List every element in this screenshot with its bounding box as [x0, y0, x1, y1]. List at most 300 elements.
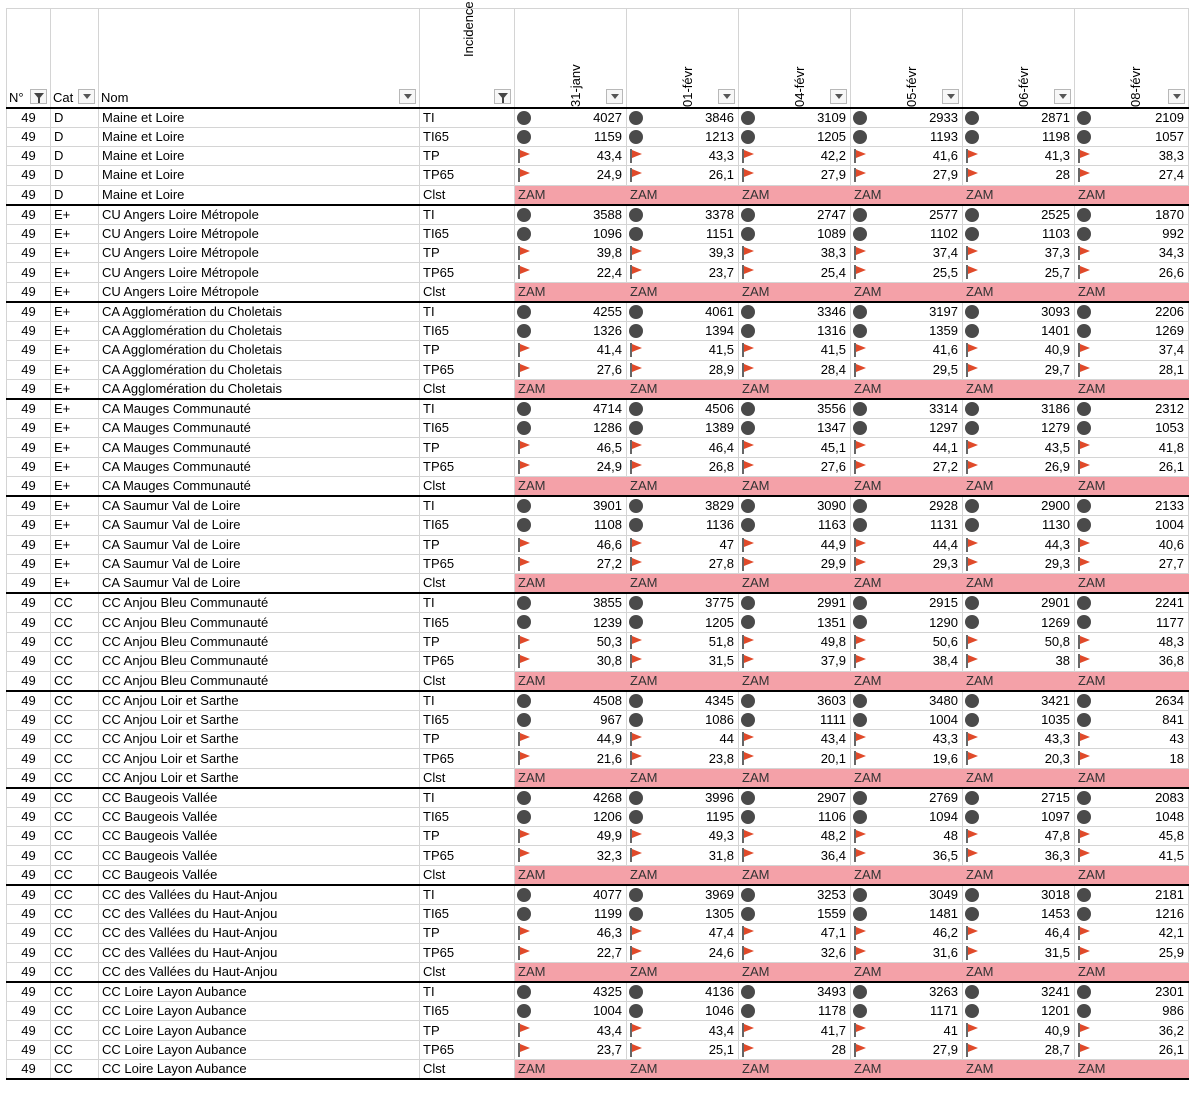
cell-n[interactable]: [7, 632, 51, 651]
cell-value[interactable]: [627, 419, 739, 438]
cell-cat[interactable]: [51, 127, 99, 146]
cell-value[interactable]: [1075, 263, 1189, 282]
cell-incidence[interactable]: [420, 166, 515, 185]
cell-nom[interactable]: [99, 438, 420, 457]
cell-value[interactable]: [739, 904, 851, 923]
cell-incidence[interactable]: [420, 1021, 515, 1040]
cell-n[interactable]: [7, 554, 51, 573]
cell-nom[interactable]: [99, 1002, 420, 1021]
cell-value[interactable]: [739, 982, 851, 1002]
cell-value[interactable]: [739, 419, 851, 438]
cell-cat[interactable]: [51, 593, 99, 613]
cell-clst-value[interactable]: [739, 865, 851, 885]
cell-value[interactable]: [1075, 399, 1189, 419]
cell-value[interactable]: [1075, 943, 1189, 962]
cell-value[interactable]: [739, 652, 851, 671]
cell-nom[interactable]: [99, 885, 420, 905]
cell-incidence[interactable]: [420, 963, 515, 983]
filter-button-n[interactable]: [30, 89, 47, 104]
cell-value[interactable]: [515, 360, 627, 379]
cell-value[interactable]: [627, 613, 739, 632]
cell-value[interactable]: [963, 166, 1075, 185]
cell-n[interactable]: [7, 827, 51, 846]
cell-cat[interactable]: [51, 574, 99, 594]
cell-n[interactable]: [7, 166, 51, 185]
cell-value[interactable]: [963, 1021, 1075, 1040]
cell-nom[interactable]: [99, 827, 420, 846]
cell-value[interactable]: [627, 205, 739, 225]
cell-value[interactable]: [739, 554, 851, 573]
cell-value[interactable]: [739, 807, 851, 826]
cell-nom[interactable]: [99, 1040, 420, 1059]
cell-clst-value[interactable]: [627, 671, 739, 691]
cell-value[interactable]: [851, 652, 963, 671]
cell-value[interactable]: [1075, 146, 1189, 165]
cell-value[interactable]: [627, 244, 739, 263]
cell-value[interactable]: [515, 263, 627, 282]
cell-value[interactable]: [739, 341, 851, 360]
cell-value[interactable]: [627, 438, 739, 457]
cell-cat[interactable]: [51, 360, 99, 379]
cell-value[interactable]: [1075, 652, 1189, 671]
cell-value[interactable]: [851, 710, 963, 729]
cell-nom[interactable]: [99, 982, 420, 1002]
cell-n[interactable]: [7, 321, 51, 340]
cell-cat[interactable]: [51, 691, 99, 711]
cell-clst-value[interactable]: [739, 574, 851, 594]
cell-nom[interactable]: [99, 1060, 420, 1080]
cell-clst-value[interactable]: [1075, 865, 1189, 885]
cell-value[interactable]: [627, 729, 739, 748]
cell-value[interactable]: [739, 1040, 851, 1059]
cell-value[interactable]: [1075, 108, 1189, 128]
cell-value[interactable]: [851, 360, 963, 379]
cell-value[interactable]: [739, 924, 851, 943]
cell-value[interactable]: [627, 302, 739, 322]
cell-value[interactable]: [1075, 1040, 1189, 1059]
filter-button-date-5[interactable]: [1168, 89, 1185, 104]
cell-clst-value[interactable]: [851, 574, 963, 594]
cell-cat[interactable]: [51, 846, 99, 865]
cell-incidence[interactable]: [420, 244, 515, 263]
cell-nom[interactable]: [99, 127, 420, 146]
cell-value[interactable]: [627, 127, 739, 146]
cell-value[interactable]: [739, 360, 851, 379]
cell-n[interactable]: [7, 263, 51, 282]
cell-value[interactable]: [963, 321, 1075, 340]
cell-cat[interactable]: [51, 671, 99, 691]
cell-clst-value[interactable]: [963, 185, 1075, 205]
cell-value[interactable]: [851, 1002, 963, 1021]
cell-value[interactable]: [963, 535, 1075, 554]
cell-value[interactable]: [851, 749, 963, 768]
cell-value[interactable]: [963, 749, 1075, 768]
cell-nom[interactable]: [99, 904, 420, 923]
cell-value[interactable]: [739, 438, 851, 457]
cell-cat[interactable]: [51, 185, 99, 205]
cell-value[interactable]: [515, 613, 627, 632]
cell-clst-value[interactable]: [851, 768, 963, 788]
cell-clst-value[interactable]: [1075, 380, 1189, 400]
cell-clst-value[interactable]: [627, 185, 739, 205]
cell-incidence[interactable]: [420, 593, 515, 613]
cell-value[interactable]: [515, 302, 627, 322]
cell-value[interactable]: [739, 749, 851, 768]
cell-clst-value[interactable]: [963, 380, 1075, 400]
cell-nom[interactable]: [99, 535, 420, 554]
filter-button-incidence[interactable]: [494, 89, 511, 104]
cell-incidence[interactable]: [420, 807, 515, 826]
cell-clst-value[interactable]: [627, 477, 739, 497]
cell-value[interactable]: [1075, 846, 1189, 865]
cell-value[interactable]: [515, 885, 627, 905]
cell-cat[interactable]: [51, 1002, 99, 1021]
cell-value[interactable]: [963, 516, 1075, 535]
cell-cat[interactable]: [51, 904, 99, 923]
cell-cat[interactable]: [51, 652, 99, 671]
cell-n[interactable]: [7, 904, 51, 923]
cell-nom[interactable]: [99, 613, 420, 632]
cell-incidence[interactable]: [420, 671, 515, 691]
cell-value[interactable]: [851, 516, 963, 535]
cell-n[interactable]: [7, 574, 51, 594]
cell-n[interactable]: [7, 1040, 51, 1059]
cell-value[interactable]: [515, 146, 627, 165]
cell-value[interactable]: [851, 788, 963, 808]
cell-value[interactable]: [851, 419, 963, 438]
cell-value[interactable]: [851, 1021, 963, 1040]
cell-value[interactable]: [515, 943, 627, 962]
cell-clst-value[interactable]: [963, 282, 1075, 302]
cell-value[interactable]: [1075, 419, 1189, 438]
cell-incidence[interactable]: [420, 943, 515, 962]
cell-cat[interactable]: [51, 963, 99, 983]
cell-value[interactable]: [515, 496, 627, 516]
cell-clst-value[interactable]: [739, 380, 851, 400]
cell-incidence[interactable]: [420, 885, 515, 905]
cell-value[interactable]: [515, 652, 627, 671]
cell-value[interactable]: [963, 729, 1075, 748]
cell-value[interactable]: [627, 1021, 739, 1040]
cell-value[interactable]: [739, 710, 851, 729]
cell-value[interactable]: [627, 321, 739, 340]
cell-n[interactable]: [7, 496, 51, 516]
cell-clst-value[interactable]: [851, 477, 963, 497]
cell-incidence[interactable]: [420, 302, 515, 322]
cell-value[interactable]: [1075, 632, 1189, 651]
cell-cat[interactable]: [51, 205, 99, 225]
cell-value[interactable]: [1075, 127, 1189, 146]
cell-value[interactable]: [851, 321, 963, 340]
cell-value[interactable]: [627, 457, 739, 476]
cell-value[interactable]: [1075, 516, 1189, 535]
cell-value[interactable]: [739, 788, 851, 808]
cell-value[interactable]: [515, 166, 627, 185]
cell-value[interactable]: [515, 244, 627, 263]
cell-value[interactable]: [851, 982, 963, 1002]
cell-value[interactable]: [515, 419, 627, 438]
cell-nom[interactable]: [99, 516, 420, 535]
cell-incidence[interactable]: [420, 827, 515, 846]
cell-value[interactable]: [627, 982, 739, 1002]
cell-n[interactable]: [7, 146, 51, 165]
cell-value[interactable]: [851, 943, 963, 962]
cell-value[interactable]: [627, 108, 739, 128]
cell-incidence[interactable]: [420, 360, 515, 379]
cell-value[interactable]: [851, 224, 963, 243]
cell-value[interactable]: [851, 127, 963, 146]
cell-incidence[interactable]: [420, 341, 515, 360]
filter-button-date-3[interactable]: [942, 89, 959, 104]
cell-clst-value[interactable]: [627, 380, 739, 400]
cell-n[interactable]: [7, 399, 51, 419]
cell-value[interactable]: [851, 807, 963, 826]
cell-value[interactable]: [1075, 1002, 1189, 1021]
cell-value[interactable]: [739, 516, 851, 535]
cell-clst-value[interactable]: [963, 1060, 1075, 1080]
cell-clst-value[interactable]: [1075, 185, 1189, 205]
cell-value[interactable]: [963, 127, 1075, 146]
cell-value[interactable]: [851, 166, 963, 185]
cell-n[interactable]: [7, 108, 51, 128]
cell-cat[interactable]: [51, 321, 99, 340]
cell-value[interactable]: [739, 224, 851, 243]
cell-value[interactable]: [851, 904, 963, 923]
cell-clst-value[interactable]: [851, 1060, 963, 1080]
cell-value[interactable]: [627, 924, 739, 943]
cell-value[interactable]: [627, 652, 739, 671]
cell-n[interactable]: [7, 652, 51, 671]
cell-value[interactable]: [627, 263, 739, 282]
cell-incidence[interactable]: [420, 516, 515, 535]
cell-value[interactable]: [1075, 341, 1189, 360]
cell-value[interactable]: [1075, 321, 1189, 340]
cell-n[interactable]: [7, 768, 51, 788]
cell-nom[interactable]: [99, 865, 420, 885]
cell-cat[interactable]: [51, 244, 99, 263]
cell-value[interactable]: [963, 438, 1075, 457]
cell-value[interactable]: [515, 827, 627, 846]
cell-nom[interactable]: [99, 807, 420, 826]
cell-value[interactable]: [739, 1002, 851, 1021]
cell-clst-value[interactable]: [851, 963, 963, 983]
cell-value[interactable]: [739, 108, 851, 128]
cell-incidence[interactable]: [420, 146, 515, 165]
cell-value[interactable]: [627, 535, 739, 554]
cell-incidence[interactable]: [420, 788, 515, 808]
cell-cat[interactable]: [51, 924, 99, 943]
cell-cat[interactable]: [51, 496, 99, 516]
cell-value[interactable]: [739, 166, 851, 185]
cell-value[interactable]: [963, 496, 1075, 516]
cell-value[interactable]: [1075, 360, 1189, 379]
cell-value[interactable]: [1075, 788, 1189, 808]
cell-n[interactable]: [7, 419, 51, 438]
cell-clst-value[interactable]: [739, 185, 851, 205]
cell-nom[interactable]: [99, 554, 420, 573]
cell-clst-value[interactable]: [1075, 574, 1189, 594]
cell-nom[interactable]: [99, 321, 420, 340]
cell-n[interactable]: [7, 380, 51, 400]
cell-value[interactable]: [515, 710, 627, 729]
cell-incidence[interactable]: [420, 282, 515, 302]
cell-clst-value[interactable]: [515, 865, 627, 885]
cell-clst-value[interactable]: [627, 865, 739, 885]
cell-n[interactable]: [7, 302, 51, 322]
cell-clst-value[interactable]: [739, 768, 851, 788]
cell-value[interactable]: [739, 302, 851, 322]
cell-value[interactable]: [963, 1002, 1075, 1021]
cell-value[interactable]: [515, 788, 627, 808]
cell-clst-value[interactable]: [627, 574, 739, 594]
cell-nom[interactable]: [99, 1021, 420, 1040]
cell-value[interactable]: [1075, 496, 1189, 516]
cell-nom[interactable]: [99, 768, 420, 788]
cell-value[interactable]: [1075, 924, 1189, 943]
cell-value[interactable]: [1075, 554, 1189, 573]
cell-n[interactable]: [7, 185, 51, 205]
cell-clst-value[interactable]: [739, 963, 851, 983]
cell-value[interactable]: [963, 710, 1075, 729]
cell-cat[interactable]: [51, 749, 99, 768]
cell-value[interactable]: [963, 593, 1075, 613]
cell-value[interactable]: [963, 457, 1075, 476]
cell-cat[interactable]: [51, 729, 99, 748]
cell-value[interactable]: [515, 205, 627, 225]
cell-value[interactable]: [515, 593, 627, 613]
cell-n[interactable]: [7, 360, 51, 379]
cell-incidence[interactable]: [420, 438, 515, 457]
cell-incidence[interactable]: [420, 691, 515, 711]
cell-incidence[interactable]: [420, 613, 515, 632]
cell-cat[interactable]: [51, 438, 99, 457]
cell-value[interactable]: [851, 146, 963, 165]
cell-clst-value[interactable]: [627, 282, 739, 302]
cell-incidence[interactable]: [420, 729, 515, 748]
cell-n[interactable]: [7, 710, 51, 729]
cell-value[interactable]: [739, 691, 851, 711]
cell-incidence[interactable]: [420, 710, 515, 729]
cell-value[interactable]: [963, 554, 1075, 573]
cell-n[interactable]: [7, 749, 51, 768]
cell-value[interactable]: [963, 943, 1075, 962]
cell-nom[interactable]: [99, 166, 420, 185]
cell-value[interactable]: [963, 1040, 1075, 1059]
cell-cat[interactable]: [51, 885, 99, 905]
cell-nom[interactable]: [99, 263, 420, 282]
cell-incidence[interactable]: [420, 185, 515, 205]
cell-clst-value[interactable]: [627, 1060, 739, 1080]
cell-n[interactable]: [7, 341, 51, 360]
cell-value[interactable]: [739, 205, 851, 225]
cell-value[interactable]: [1075, 749, 1189, 768]
cell-value[interactable]: [851, 729, 963, 748]
cell-cat[interactable]: [51, 1021, 99, 1040]
cell-value[interactable]: [627, 691, 739, 711]
filter-button-nom[interactable]: [399, 89, 416, 104]
cell-nom[interactable]: [99, 788, 420, 808]
cell-incidence[interactable]: [420, 263, 515, 282]
cell-value[interactable]: [515, 341, 627, 360]
cell-cat[interactable]: [51, 554, 99, 573]
cell-cat[interactable]: [51, 710, 99, 729]
cell-incidence[interactable]: [420, 419, 515, 438]
cell-value[interactable]: [515, 1002, 627, 1021]
cell-value[interactable]: [851, 827, 963, 846]
cell-value[interactable]: [963, 691, 1075, 711]
cell-value[interactable]: [515, 807, 627, 826]
cell-n[interactable]: [7, 924, 51, 943]
cell-cat[interactable]: [51, 108, 99, 128]
cell-nom[interactable]: [99, 205, 420, 225]
cell-value[interactable]: [963, 205, 1075, 225]
filter-button-date-0[interactable]: [606, 89, 623, 104]
cell-cat[interactable]: [51, 166, 99, 185]
cell-value[interactable]: [851, 632, 963, 651]
cell-n[interactable]: [7, 205, 51, 225]
cell-value[interactable]: [627, 827, 739, 846]
cell-clst-value[interactable]: [851, 865, 963, 885]
cell-nom[interactable]: [99, 108, 420, 128]
cell-value[interactable]: [627, 749, 739, 768]
cell-cat[interactable]: [51, 399, 99, 419]
cell-incidence[interactable]: [420, 632, 515, 651]
cell-incidence[interactable]: [420, 457, 515, 476]
filter-button-date-1[interactable]: [718, 89, 735, 104]
cell-n[interactable]: [7, 1060, 51, 1080]
cell-clst-value[interactable]: [515, 282, 627, 302]
cell-incidence[interactable]: [420, 652, 515, 671]
cell-value[interactable]: [963, 788, 1075, 808]
cell-value[interactable]: [739, 127, 851, 146]
cell-value[interactable]: [515, 924, 627, 943]
cell-nom[interactable]: [99, 691, 420, 711]
cell-clst-value[interactable]: [1075, 671, 1189, 691]
cell-value[interactable]: [1075, 244, 1189, 263]
cell-value[interactable]: [1075, 593, 1189, 613]
cell-value[interactable]: [1075, 166, 1189, 185]
cell-incidence[interactable]: [420, 127, 515, 146]
cell-value[interactable]: [739, 613, 851, 632]
cell-value[interactable]: [627, 146, 739, 165]
cell-clst-value[interactable]: [515, 1060, 627, 1080]
cell-nom[interactable]: [99, 943, 420, 962]
cell-value[interactable]: [627, 399, 739, 419]
cell-nom[interactable]: [99, 729, 420, 748]
cell-cat[interactable]: [51, 807, 99, 826]
cell-value[interactable]: [739, 496, 851, 516]
cell-incidence[interactable]: [420, 904, 515, 923]
filter-button-date-4[interactable]: [1054, 89, 1071, 104]
cell-incidence[interactable]: [420, 768, 515, 788]
cell-incidence[interactable]: [420, 865, 515, 885]
cell-incidence[interactable]: [420, 924, 515, 943]
cell-value[interactable]: [851, 302, 963, 322]
cell-incidence[interactable]: [420, 574, 515, 594]
cell-value[interactable]: [1075, 729, 1189, 748]
cell-clst-value[interactable]: [515, 963, 627, 983]
cell-value[interactable]: [851, 496, 963, 516]
cell-nom[interactable]: [99, 710, 420, 729]
cell-value[interactable]: [515, 438, 627, 457]
cell-value[interactable]: [515, 535, 627, 554]
cell-n[interactable]: [7, 807, 51, 826]
cell-value[interactable]: [1075, 535, 1189, 554]
cell-n[interactable]: [7, 535, 51, 554]
cell-value[interactable]: [739, 632, 851, 651]
cell-value[interactable]: [851, 554, 963, 573]
cell-clst-value[interactable]: [739, 282, 851, 302]
